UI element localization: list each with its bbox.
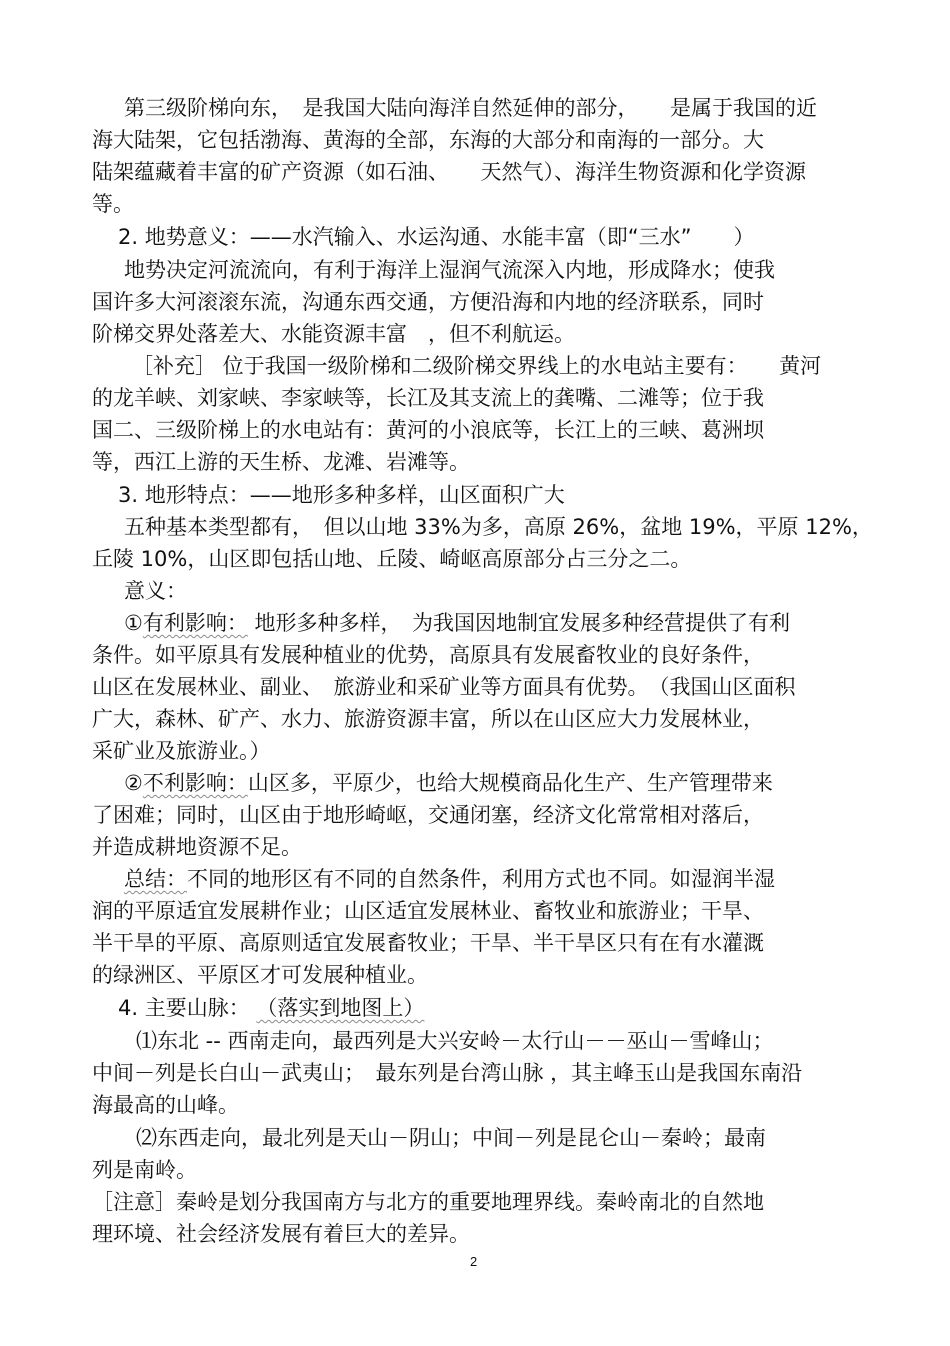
text-line: 半干旱的平原、高原则适宜发展畜牧业；干旱、半干旱区只有在有水灌溉 (92, 931, 764, 955)
text-line (124, 769, 773, 797)
list-marker: ① (124, 611, 143, 635)
text-line: 阶梯交界处落差大、水能资源丰富 ，但不利航运。 (92, 322, 575, 346)
list-marker: ② (124, 771, 143, 795)
text-line: 海大陆架，它包括渤海、黄海的全部，东海的大部分和南海的一部分。大 (92, 128, 764, 152)
section-heading: 3. 地形特点：——地形多种多样，山区面积广大 (118, 483, 565, 507)
text-line: 条件。如平原具有发展种植业的优势，高原具有发展畜牧业的良好条件， (92, 643, 764, 667)
text-line: 丘陵 10%，山区即包括山地、丘陵、崎岖高原部分占三分之二。 (92, 547, 692, 571)
underlined-term: 不利影响： (142, 771, 248, 795)
section-heading: 2. 地势意义：——水汽输入、水运沟通、水能丰富（即“三水” ） (118, 225, 755, 249)
text-run: 山区多，平原少，也给大规模商品化生产、生产管理带来 (247, 771, 773, 795)
text-line: 广大，森林、矿产、水力、旅游资源丰富，所以在山区应大力发展林业， (92, 707, 764, 731)
text-line: 陆架蕴藏着丰富的矿产资源（如石油、 天然气）、海洋生物资源和化学资源 (92, 160, 806, 184)
text-line: 采矿业及旅游业。） (92, 739, 271, 763)
text-line: 第三级阶梯向东， 是我国大陆向海洋自然延伸的部分， 是属于我国的近 (124, 96, 817, 120)
text-run: 4. 主要山脉： (118, 996, 257, 1020)
underlined-term: 总结： (124, 867, 187, 891)
text-line: 的绿洲区、平原区才可发展种植业。 (92, 963, 428, 987)
text-line (124, 865, 775, 893)
text-line: ⑵东西走向，最北列是天山－阴山；中间－列是昆仑山－秦岭；最南 (136, 1126, 766, 1150)
text-line: 地势决定河流流向，有利于海洋上湿润气流深入内地，形成降水；使我 (124, 258, 775, 282)
text-run: 不同的地形区有不同的自然条件，利用方式也不同。如湿润半湿 (187, 867, 775, 891)
text-line: 列是南岭。 (92, 1158, 197, 1182)
text-line: 山区在发展林业、副业、 旅游业和采矿业等方面具有优势。 （我国山区面积 (92, 675, 796, 699)
text-line: 的龙羊峡、刘家峡、李家峡等，长江及其支流上的龚嘴、二滩等；位于我 (92, 386, 764, 410)
underlined-term: 有利影响： (142, 611, 248, 635)
text-line: 意义： (124, 579, 187, 603)
text-line: 五种基本类型都有， 但以山地 33%为多，高原 26%，盆地 19%，平原 12%， (124, 515, 873, 539)
text-line: ［注意］秦岭是划分我国南方与北方的重要地理界线。秦岭南北的自然地 (92, 1190, 764, 1214)
text-line: ［补充］ 位于我国一级阶梯和二级阶梯交界线上的水电站主要有： 黄河 (132, 354, 822, 378)
section-heading (118, 994, 424, 1022)
text-line: 了困难；同时，山区由于地形崎岖，交通闭塞，经济文化常常相对落后， (92, 803, 764, 827)
text-line: 等。 (92, 192, 134, 216)
text-line: 中间－列是长白山－武夷山； 最东列是台湾山脉 ，其主峰玉山是我国东南沿 (92, 1061, 803, 1085)
underlined-term: （落实到地图上） (256, 996, 425, 1020)
text-line: 等，西江上游的天生桥、龙滩、岩滩等。 (92, 450, 470, 474)
page-number: 2 (470, 1254, 478, 1269)
text-line: 国许多大河滚滚东流，沟通东西交通，方便沿海和内地的经济联系，同时 (92, 290, 764, 314)
text-line: 润的平原适宜发展耕作业；山区适宜发展林业、畜牧业和旅游业；干旱、 (92, 899, 764, 923)
text-run: 地形多种多样， 为我国因地制宜发展多种经营提供了有利 (247, 611, 791, 635)
text-line: ⑴东北 -- 西南走向，最西列是大兴安岭－太行山－－巫山－雪峰山； (136, 1029, 774, 1053)
text-line: 并造成耕地资源不足。 (92, 835, 302, 859)
text-line (124, 609, 790, 637)
text-line: 海最高的山峰。 (92, 1093, 239, 1117)
text-line: 国二、三级阶梯上的水电站有：黄河的小浪底等，长江上的三峡、葛洲坝 (92, 418, 764, 442)
text-line: 理环境、社会经济发展有着巨大的差异。 (92, 1222, 470, 1246)
